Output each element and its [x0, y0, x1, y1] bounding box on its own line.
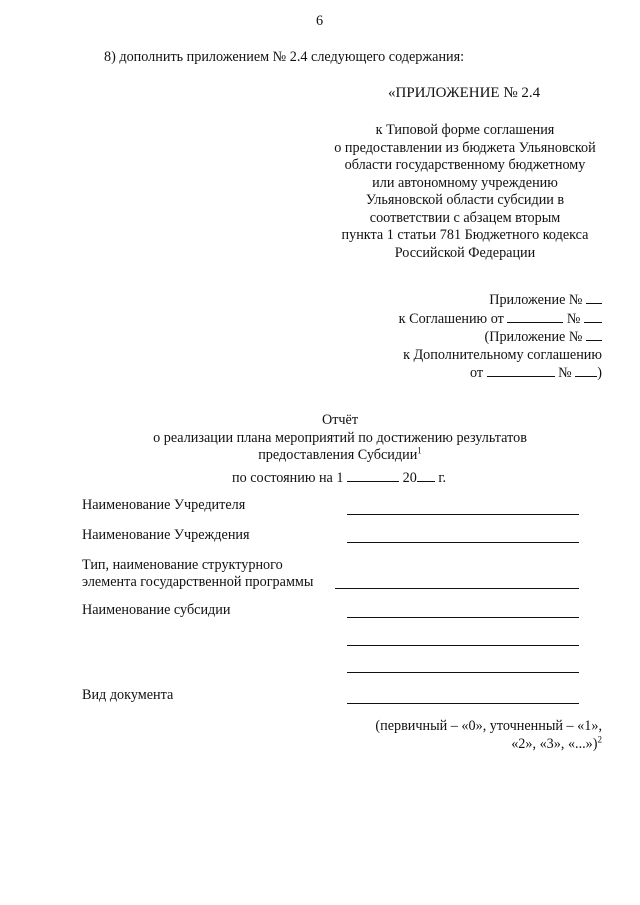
footnote-marker: 1 — [417, 445, 422, 456]
blank-field — [417, 469, 435, 482]
appendix-desc-line: Ульяновской области субсидии в — [365, 192, 565, 208]
ref-number-sign: № — [566, 310, 581, 327]
appendix-desc-line: о предоставлении из бюджета Ульяновской — [334, 139, 596, 156]
appendix-description — [310, 122, 620, 262]
blank-field — [347, 469, 399, 482]
program-element-field[interactable] — [335, 588, 579, 589]
founder-label: Наименование Учредителя — [82, 497, 246, 513]
doc-type-field[interactable] — [347, 703, 579, 704]
doc-note-line-2 — [375, 733, 602, 754]
ref-agreement-label: к Соглашению от — [398, 310, 504, 327]
report-subtitle: о реализации плана мероприятий по достижению результатов — [153, 429, 527, 446]
appendix-desc-line: к Типовой форме соглашения — [375, 122, 555, 138]
year-prefix: 20 — [402, 470, 417, 486]
doc-note-text: «2», «3», «...») — [511, 735, 598, 752]
reference-block — [399, 291, 602, 383]
founder-field[interactable] — [347, 514, 579, 515]
appendix-desc-line: пункта 1 статьи 781 Бюджетного кодекса — [341, 227, 589, 243]
footnote-marker: 2 — [597, 733, 602, 744]
report-title: Отчёт — [321, 412, 359, 428]
program-element-label-2: элемента государственной программы — [82, 574, 314, 590]
ref-close-paren: ) — [597, 365, 602, 381]
blank-field — [487, 364, 555, 377]
blank-field — [586, 328, 602, 341]
appendix-desc-line: Российской Федерации — [394, 244, 536, 261]
report-heading — [110, 412, 570, 465]
blank-field — [584, 310, 602, 323]
ref-line-4: к Дополнительному соглашению — [403, 346, 602, 363]
appendix-title: «ПРИЛОЖЕНИЕ № 2.4 — [388, 85, 541, 101]
report-subtitle-text: предоставления Субсидии — [258, 447, 418, 463]
ref-number-sign: № — [558, 365, 572, 381]
ref-appendix-label: Приложение № — [489, 292, 583, 308]
blank-field — [575, 364, 597, 377]
appendix-desc-line: или автономному учреждению — [372, 174, 558, 191]
appendix-desc-line: области государственному бюджетному — [344, 157, 586, 173]
as-of-label: по состоянию на 1 — [232, 470, 344, 486]
subsidy-field-1[interactable] — [347, 617, 579, 618]
ref-line-3 — [399, 328, 602, 347]
subsidy-field-3[interactable] — [347, 672, 579, 673]
blank-field — [507, 310, 563, 323]
ref-line-1 — [399, 291, 602, 310]
ref-line-2 — [399, 310, 602, 329]
institution-field[interactable] — [347, 542, 579, 543]
as-of-date — [232, 469, 446, 487]
institution-label: Наименование Учреждения — [82, 527, 250, 543]
appendix-desc-line: соответствии с абзацем вторым — [369, 209, 561, 226]
page-number: 6 — [316, 13, 324, 29]
blank-field — [586, 291, 602, 304]
report-subtitle-2 — [110, 447, 570, 465]
subsidy-label: Наименование субсидии — [82, 602, 231, 618]
doc-type-note — [375, 718, 602, 753]
ref-appendix-label-2: (Приложение № — [484, 329, 583, 345]
intro-text: 8) дополнить приложением № 2.4 следующего содержания: — [104, 49, 465, 65]
ref-from-label: от — [469, 365, 484, 381]
doc-note-line-1: (первичный – «0», уточненный – «1», — [375, 718, 602, 734]
year-suffix: г. — [438, 470, 447, 486]
ref-line-5 — [399, 364, 602, 383]
program-element-label-1: Тип, наименование структурного — [82, 557, 283, 573]
subsidy-field-2[interactable] — [347, 645, 579, 646]
doc-type-label: Вид документа — [82, 687, 174, 703]
